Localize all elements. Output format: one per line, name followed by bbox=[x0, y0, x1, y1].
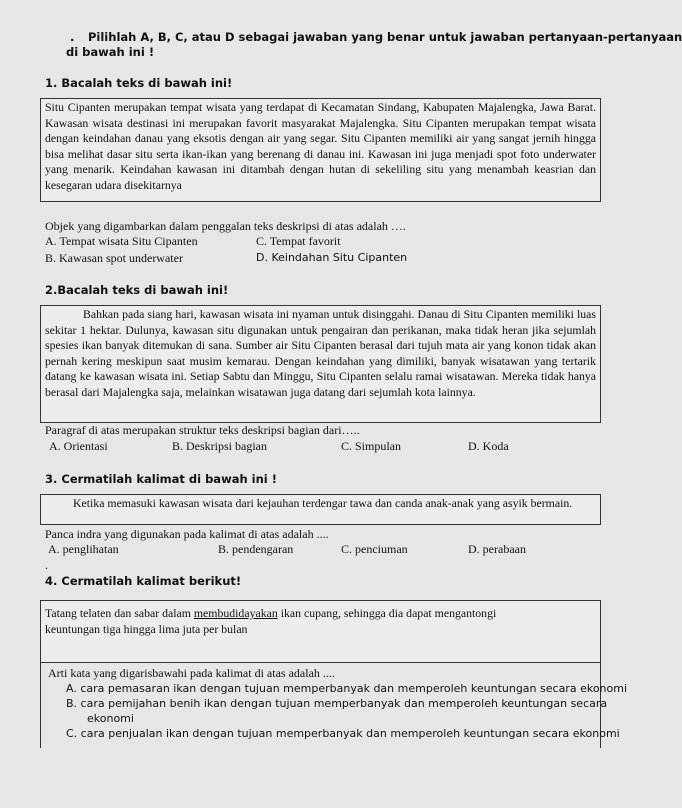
q4-underlined-word: membudidayakan bbox=[193, 606, 278, 620]
q4-passage-box bbox=[40, 600, 601, 663]
q2-option-c[interactable]: C. Simpulan bbox=[341, 439, 402, 453]
q3-option-b[interactable]: B. pendengaran bbox=[218, 542, 294, 556]
q1-option-c[interactable]: C. Tempat favorit bbox=[256, 234, 341, 248]
q1-option-b[interactable]: B. Kawasan spot underwater bbox=[45, 251, 183, 265]
q4-passage-line-2: keuntungan tiga hingga lima juta per bulan bbox=[45, 621, 248, 636]
q4-heading: 4. Cermatilah kalimat berikut! bbox=[45, 574, 242, 588]
q3-passage-box bbox=[40, 494, 601, 525]
q2-heading: 2.Bacalah teks di bawah ini! bbox=[45, 283, 229, 297]
q4-option-b[interactable]: B. cara pemijahan benih ikan dengan tujuan memperbanyak dan memperoleh keuntungan secara bbox=[66, 697, 608, 710]
q4-passage-after: ikan cupang, sehingga dia dapat mengantongi bbox=[277, 606, 497, 620]
q4-passage bbox=[41, 601, 600, 637]
q1-question: Objek yang digambarkan dalam penggalan teks deskripsi di atas adalah …. bbox=[45, 219, 406, 233]
q3-option-a[interactable]: A. penglihatan bbox=[48, 542, 119, 556]
q4-option-b-line-2: ekonomi bbox=[87, 712, 134, 725]
q1-option-d[interactable]: D. Keindahan Situ Cipanten bbox=[256, 251, 408, 264]
q2-option-d[interactable]: D. Koda bbox=[468, 439, 509, 453]
q3-option-c[interactable]: C. penciuman bbox=[341, 542, 408, 556]
instruction-bullet: . bbox=[70, 30, 75, 44]
q4-question: Arti kata yang digarisbawahi pada kalimat di atas adalah .... bbox=[48, 666, 335, 680]
instruction-line-2: di bawah ini ! bbox=[66, 45, 155, 59]
q3-passage: Ketika memasuki kawasan wisata dari kejauhan terdengar tawa dan canda anak-anak yang asyik bermain. bbox=[73, 496, 573, 510]
q2-question: Paragraf di atas merupakan struktur teks deskripsi bagian dari….. bbox=[45, 423, 360, 437]
q2-option-b[interactable]: B. Deskripsi bagian bbox=[172, 439, 267, 453]
q3-heading: 3. Cermatilah kalimat di bawah ini ! bbox=[45, 472, 277, 486]
q2-passage-box bbox=[40, 305, 601, 423]
q4-option-c[interactable]: C. cara penjualan ikan dengan tujuan memperbanyak dan memperoleh keuntungan secara ekonomi bbox=[66, 727, 620, 740]
q3-option-d[interactable]: D. perabaan bbox=[468, 542, 526, 556]
q3-trailing-dot: . bbox=[45, 558, 48, 572]
q2-option-a[interactable]: A. Orientasi bbox=[49, 439, 108, 453]
instruction-line-1: Pilihlah A, B, C, atau D sebagai jawaban yang benar untuk jawaban pertanyaan-pertanyaan bbox=[88, 30, 682, 44]
q2-passage: Bahkan pada siang hari, kawasan wisata ini nyaman untuk disinggahi. Danau di Situ Cipanten memiliki luas sekitar 1 hektar. Dulunya, kawasan situ digunakan untuk pengairan dan perikanan, maka tidak heran jika sejumlah spesies ikan banyak ditemukan di sana. Sumber air Situ Cipanten berasal dari tujuh mata air yang konon tidak akan pernah kering meskipun saat musim kemarau. Dengan keindahan yang dimiliki, banyak wisatawan yang tertarik datang ke kawasan wisata ini. Setiap Sabtu dan Minggu, Situ Cipanten selalu ramai wisatawan. Mereka tidak hanya berasal dari Majalengka saja, melainkan wisatawan juga datang dari sejumlah kota lainnya. bbox=[45, 307, 596, 399]
q3-question: Panca indra yang digunakan pada kalimat di atas adalah .... bbox=[45, 527, 329, 541]
q1-option-a[interactable]: A. Tempat wisata Situ Cipanten bbox=[45, 234, 198, 248]
q1-passage-box bbox=[40, 98, 601, 202]
q1-heading: 1. Bacalah teks di bawah ini! bbox=[45, 76, 233, 90]
q4-option-a[interactable]: A. cara pemasaran ikan dengan tujuan memperbanyak dan memperoleh keuntungan secara ekonomi bbox=[66, 682, 628, 695]
q1-passage: Situ Cipanten merupakan tempat wisata yang terdapat di Kecamatan Sindang, Kabupaten Majalengka, Jawa Barat. Kawasan wisata destinasi ini merupakan favorit masyarakat Majalengka. Situ Cipanten merupakan tempat wisata dengan keindahan danau yang eksotis dengan air yang segar. Situ Cipanten memiliki air yang sangat jernih hingga bisa melihat dasar situ serta ikan-ikan yang berenang di danau ini. Kawasan ini juga menjadi spot foto underwater yang menarik. Keindahan kawasan ini ditambah dengan hutan di sekeliling situ yang menambah keasrian dan kesegaran udara disekitarnya bbox=[45, 100, 596, 192]
q4-passage-before: Tatang telaten dan sabar dalam bbox=[45, 606, 194, 620]
